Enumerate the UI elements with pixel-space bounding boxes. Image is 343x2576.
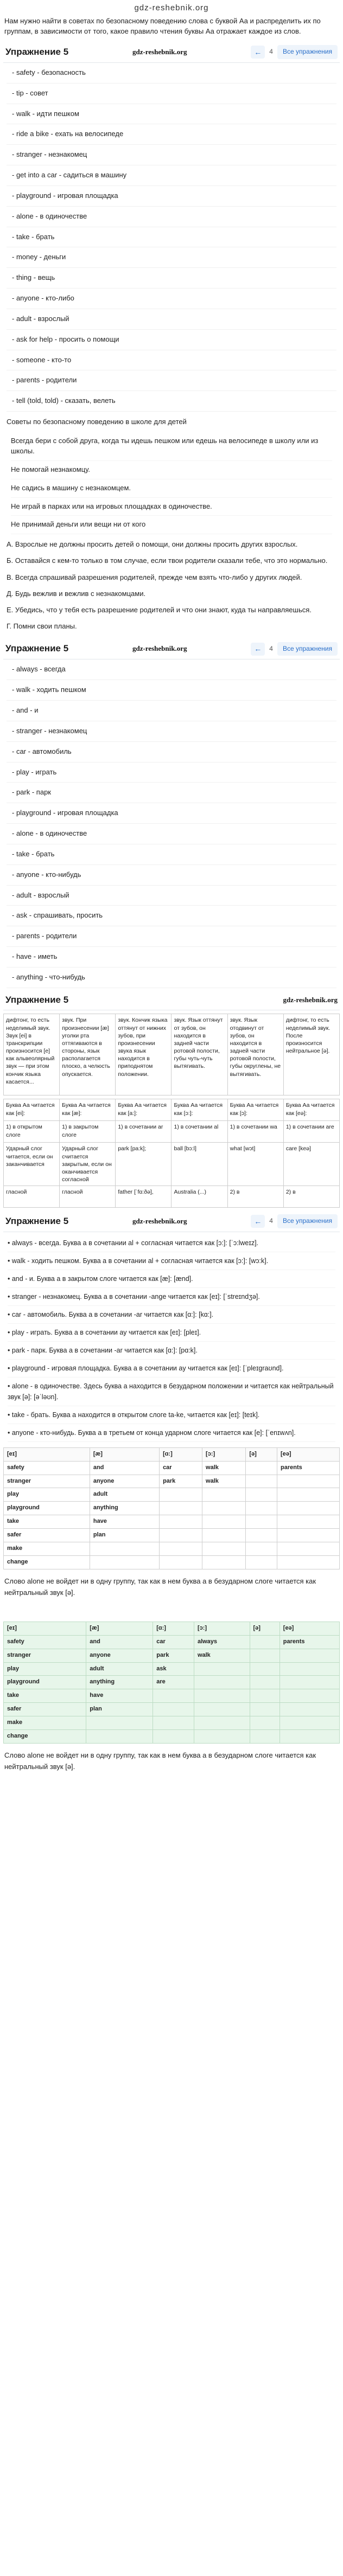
table-cell (277, 1529, 340, 1542)
grid-cell: звук. Язык отодвинут от зубов, он находится в задней части ротовой полости, губы округлены, не вытягивать. (228, 1014, 284, 1095)
list-item: Не играй в парках или на игровых площадках в одиночестве. (11, 498, 332, 516)
table-cell (280, 1662, 339, 1676)
spacer (3, 1602, 340, 1618)
exercise-nav (251, 1214, 338, 1228)
table-cell (160, 1515, 202, 1529)
list-item: - alone - в одиночестве (7, 207, 336, 227)
table-cell (250, 1662, 280, 1676)
table-row (4, 1716, 340, 1730)
tip-paragraph: А. Взрослые не должны просить детей о помощи, они должны просить других взрослых. (7, 540, 298, 549)
table-row (4, 1649, 340, 1662)
table-cell: safer (4, 1703, 86, 1716)
table-cell: are (153, 1676, 194, 1689)
back-arrow-icon[interactable]: ← (251, 46, 265, 59)
table-header: [eɪ] (4, 1447, 90, 1461)
grid-cell: Буква Аа читается как [ei]: (4, 1099, 60, 1121)
tip-paragraph: Е. Убедись, что у тебя есть разрешение родителей и что они знают, куда ты направляешься. (7, 605, 312, 614)
list-item: - walk - ходить пешком (7, 680, 336, 701)
grid-cell: 2) в (284, 1186, 340, 1208)
exercise-title: Упражнение 5 (5, 46, 69, 57)
list-item: - tip - совет (7, 84, 336, 104)
table-cell: stranger (4, 1475, 90, 1488)
table-cell (194, 1676, 250, 1689)
table-cell (194, 1716, 250, 1730)
table-cell (280, 1716, 339, 1730)
list-item: - alone - в одиночестве (7, 824, 336, 844)
list-item: - have - иметь (7, 947, 336, 967)
table-cell: walk (194, 1649, 250, 1662)
table-cell: safety (4, 1635, 86, 1649)
table-cell (194, 1703, 250, 1716)
table-cell (194, 1730, 250, 1744)
back-arrow-icon[interactable]: ← (251, 643, 265, 656)
table-cell: anyone (86, 1649, 153, 1662)
table-cell: adult (86, 1662, 153, 1676)
table-row (4, 1529, 340, 1542)
list-item: - playground - игровая площадка (7, 186, 336, 207)
table-cell (277, 1515, 340, 1529)
watermark: gdz-reshebnik.org (132, 1216, 187, 1225)
table-cell (280, 1730, 339, 1744)
table-cell: playground (4, 1502, 90, 1515)
grid-cell: father [ˈfɑ:ðə], (116, 1186, 172, 1208)
table-cell: walk (202, 1461, 246, 1475)
table-cell (277, 1488, 340, 1502)
grid-cell: звук. Кончик языка оттянут от нижних зубов, при произнесении звука язык находится в приподнятом положении. (116, 1014, 172, 1095)
table-cell: playground (4, 1676, 86, 1689)
table-cell: car (160, 1461, 202, 1475)
list-item: • park - парк. Буква a в сочетании -ar читается как [ɑ:]: [pɑ:k]. (8, 1342, 335, 1360)
tips-section (3, 412, 340, 637)
table-cell: play (4, 1662, 86, 1676)
list-item: - stranger - незнакомец (7, 721, 336, 742)
list-item: • walk - ходить пешком. Буква a в сочетании al + согласная читается как [ɔ:]: [wɔ:k]. (8, 1252, 335, 1270)
grid-cell: 1) в сочетании are (284, 1121, 340, 1143)
table-cell: parents (280, 1635, 339, 1649)
tip-paragraph: Г. Помни свои планы. (7, 621, 77, 630)
table-cell: park (160, 1475, 202, 1488)
table-cell: have (86, 1689, 153, 1703)
grid-cell: 1) в сочетании ar (116, 1121, 172, 1143)
back-arrow-icon[interactable]: ← (251, 1215, 265, 1228)
table-cell (246, 1488, 277, 1502)
table-header: [ə] (250, 1622, 280, 1635)
table-cell: make (4, 1542, 90, 1556)
table-cell (202, 1542, 246, 1556)
table-cell (153, 1689, 194, 1703)
table-header: [ɑ:] (153, 1622, 194, 1635)
table-cell (86, 1730, 153, 1744)
list-item: - take - брать (7, 844, 336, 865)
table-row (4, 1475, 340, 1488)
table-header-row (4, 1447, 340, 1461)
table-cell (246, 1556, 277, 1569)
table-cell: change (4, 1556, 90, 1569)
exercise-number: 4 (269, 1217, 273, 1225)
table-cell (202, 1515, 246, 1529)
grid-cell: care [keə] (284, 1143, 340, 1186)
table-row (4, 1461, 340, 1475)
table-row (4, 1662, 340, 1676)
tips-list (5, 430, 338, 536)
table-cell: anyone (90, 1475, 159, 1488)
list-item: - park - парк (7, 783, 336, 803)
table-cell (153, 1703, 194, 1716)
exercise-number: 4 (269, 48, 273, 56)
list-item: - thing - вещь (7, 268, 336, 289)
tip-paragraph: В. Всегда спрашивай разрешения родителей, прежде чем взять что-либо у других людей. (7, 573, 302, 581)
tip-paragraph: Д. Будь вежлив и вежлив с незнакомцами. (7, 589, 146, 598)
grid-cell: 1) в открытом слоге (4, 1121, 60, 1143)
list-item: - ask for help - просить о помощи (7, 330, 336, 350)
list-item: - tell (told, told) - сказать, велеть (7, 391, 336, 412)
table-cell: plan (86, 1703, 153, 1716)
grid-cell: гласной (4, 1186, 60, 1208)
grid-cell: 2) в (228, 1186, 284, 1208)
table-cell (246, 1542, 277, 1556)
grid-cell: 1) в закрытом слоге (60, 1121, 116, 1143)
table-cell (246, 1461, 277, 1475)
table-cell: have (90, 1515, 159, 1529)
grid-cell: дифтонг, то есть неделимый звук. После произносится нейтральное [ə]. (284, 1014, 340, 1095)
table-cell: take (4, 1689, 86, 1703)
table-header: [ə] (246, 1447, 277, 1461)
list-item: - adult - взрослый (7, 309, 336, 330)
table-header: [æ] (86, 1622, 153, 1635)
table-cell (280, 1689, 339, 1703)
table-cell: plan (90, 1529, 159, 1542)
table-row (4, 1515, 340, 1529)
table-header: [ɔ:] (194, 1622, 250, 1635)
grid-cell: park [pa:k]; (116, 1143, 172, 1186)
exercise-header-1 (3, 42, 340, 62)
table-body (4, 1635, 340, 1744)
table-cell (160, 1488, 202, 1502)
grid-cell: Буква Аа читается как [ɔ:]: (172, 1099, 227, 1121)
table-cell: stranger (4, 1649, 86, 1662)
table-cell (250, 1716, 280, 1730)
list-item: - always - всегда (7, 659, 336, 680)
list-item: - money - деньги (7, 247, 336, 268)
grid-cell: звук. При произнесении [æ] уголки рта оттягиваются в стороны, язык располагается плоско, а челюсть опускается. (60, 1014, 116, 1095)
detail-list (3, 1232, 340, 1444)
all-exercises-button[interactable]: Все упражнения (277, 45, 338, 59)
table-cell (194, 1662, 250, 1676)
grid-cell: Ударный слог читается, если он заканчивается (4, 1143, 60, 1186)
list-item: Не принимай деньги или вещи ни от кого (11, 516, 332, 534)
table-cell: and (86, 1635, 153, 1649)
grid-cell: Australia (...) (172, 1186, 227, 1208)
list-item: Не садись в машину с незнакомцем. (11, 479, 332, 498)
table-cell (280, 1676, 339, 1689)
grid-cell: Буква Аа читается как [æ]: (60, 1099, 116, 1121)
watermark: gdz-reshebnik.org (283, 995, 338, 1004)
list-item: • play - играть. Буква a в сочетании ay читается как [eɪ]: [pleɪ]. (8, 1324, 335, 1342)
grid-cell: what [wɔt] (228, 1143, 284, 1186)
note: Слово alone не войдет ни в одну группу, так как в нем буква а в безударном слоге читается как нейтральный звук [ə]. (4, 1751, 316, 1771)
grid-cell: 1) в сочетании wa (228, 1121, 284, 1143)
intro-text: Нам нужно найти в советах по безопасному поведению слова с буквой Аа и распределить их по группам, в зависимости от того, какое правило чтения буквы Аа отражает каждое из слов. (4, 16, 321, 35)
vocab-list-1 (3, 63, 340, 412)
table-header: [eɪ] (4, 1622, 86, 1635)
table-cell: walk (202, 1475, 246, 1488)
list-item: Не помогай незнакомцу. (11, 461, 332, 479)
table-cell (250, 1635, 280, 1649)
table-cell: park (153, 1649, 194, 1662)
exercise-header-4 (3, 1211, 340, 1232)
sound-table-b (3, 1622, 340, 1744)
table-cell (246, 1529, 277, 1542)
all-exercises-button[interactable]: Все упражнения (277, 1214, 338, 1228)
exercise-header-3 (3, 990, 340, 1011)
table-cell (250, 1730, 280, 1744)
table-cell: ask (153, 1662, 194, 1676)
exercise-nav (251, 45, 338, 59)
list-item: • take - брать. Буква a находится в открытом слоге ta-ke, читается как [eɪ]: [teɪk]. (8, 1406, 335, 1424)
list-item: • stranger - незнакомец. Буква a в сочетании -ange читается как [eɪ]: [ˈstreɪndʒə]. (8, 1288, 335, 1306)
table-cell (250, 1703, 280, 1716)
list-item: - safety - безопасность (7, 63, 336, 84)
tips-heading: Советы по безопасному поведению в школе для детей (7, 418, 187, 426)
table-cell (202, 1502, 246, 1515)
grid-cell: Буква Аа читается как [eə]: (284, 1099, 340, 1121)
table-row (4, 1730, 340, 1744)
list-item: Всегда бери с собой друга, когда ты идешь пешком или едешь на велосипеде в школу или из школы. (11, 432, 332, 461)
table-cell: safer (4, 1529, 90, 1542)
table-row (4, 1676, 340, 1689)
table-row (4, 1635, 340, 1649)
table-cell (277, 1502, 340, 1515)
vocab-list-2 (3, 659, 340, 988)
list-item: • and - и. Буква a в закрытом слоге читается как [æ]: [ænd]. (8, 1270, 335, 1288)
grid-cell: гласной (60, 1186, 116, 1208)
table-header: [ɑ:] (160, 1447, 202, 1461)
list-item: - playground - игровая площадка (7, 803, 336, 824)
grid-cell: 1) в сочетании al (172, 1121, 227, 1143)
list-item: - and - и (7, 701, 336, 721)
list-item: - play - играть (7, 762, 336, 783)
list-item: - parents - родители (7, 370, 336, 391)
list-item: - adult - взрослый (7, 886, 336, 906)
phonetics-grid (3, 1014, 340, 1095)
table-cell: always (194, 1635, 250, 1649)
watermark: gdz-reshebnik.org (132, 644, 187, 653)
table-cell (280, 1649, 339, 1662)
list-item: - walk - идти пешком (7, 104, 336, 125)
grid-cell: Ударный слог считается закрытым, если он оканчивается согласной (60, 1143, 116, 1186)
watermark: gdz-reshebnik.org (132, 47, 187, 56)
table-cell (246, 1515, 277, 1529)
table-row (4, 1556, 340, 1569)
table-cell: change (4, 1730, 86, 1744)
grid-cell: ball [bɔ:l] (172, 1143, 227, 1186)
tip-paragraph: Б. Оставайся с кем-то только в том случае, если твои родители сказали тебе, что это нормально. (7, 556, 328, 565)
list-item: - stranger - незнакомец (7, 145, 336, 165)
table-body (4, 1461, 340, 1569)
table-cell (160, 1529, 202, 1542)
table-cell (202, 1488, 246, 1502)
list-item: • always - всегда. Буква a в сочетании al + согласная читается как [ɔ:]: [ˈɔ:lweɪz]. (8, 1234, 335, 1252)
exercise-title: Упражнение 5 (5, 643, 69, 654)
exercise-title: Упражнение 5 (5, 1215, 69, 1226)
table-cell (250, 1676, 280, 1689)
grid-cell: Буква Аа читается как [ɔ]: (228, 1099, 284, 1121)
list-item: - parents - родители (7, 926, 336, 947)
table-cell: anything (90, 1502, 159, 1515)
exercise-number: 4 (269, 644, 273, 652)
exercise-title: Упражнение 5 (5, 994, 69, 1005)
table-cell: and (90, 1461, 159, 1475)
table-cell (90, 1542, 159, 1556)
table-row (4, 1502, 340, 1515)
list-item: - ride a bike - ехать на велосипеде (7, 124, 336, 145)
table-header: [ɔ:] (202, 1447, 246, 1461)
site-banner[interactable]: gdz-reshebnik.org (134, 3, 209, 12)
table-cell (90, 1556, 159, 1569)
list-item: - car - автомобиль (7, 742, 336, 762)
note: Слово alone не войдет ни в одну группу, так как в нем буква а в безударном слоге читается как нейтральный звук [ə]. (4, 1577, 316, 1597)
table-cell: car (153, 1635, 194, 1649)
table-cell (194, 1689, 250, 1703)
rules-grid (3, 1099, 340, 1208)
table-row (4, 1488, 340, 1502)
table-row (4, 1689, 340, 1703)
table-cell (250, 1689, 280, 1703)
table-header-row (4, 1622, 340, 1635)
list-item: - anything - что-нибудь (7, 967, 336, 988)
table-cell (202, 1529, 246, 1542)
all-exercises-button[interactable]: Все упражнения (277, 642, 338, 656)
table-cell (250, 1649, 280, 1662)
table-cell (277, 1542, 340, 1556)
list-item: - ask - спрашивать, просить (7, 906, 336, 926)
table-cell: safety (4, 1461, 90, 1475)
table-cell (86, 1716, 153, 1730)
table-header: [eə] (277, 1447, 340, 1461)
table-row (4, 1542, 340, 1556)
exercise-nav (251, 642, 338, 656)
table-cell (153, 1730, 194, 1744)
table-cell: anything (86, 1676, 153, 1689)
table-header: [eə] (280, 1622, 339, 1635)
table-cell (280, 1703, 339, 1716)
table-cell (277, 1475, 340, 1488)
table-cell (160, 1542, 202, 1556)
grid-cell: дифтонг, то есть неделимый звук. Звук [ei] в транскрипции произносится [e] как альвеолярный звук — при этом кончик языка касается... (4, 1014, 60, 1095)
sound-table-a (3, 1447, 340, 1569)
list-item: - anyone - кто-нибудь (7, 865, 336, 886)
table-cell (246, 1475, 277, 1488)
table-cell: take (4, 1515, 90, 1529)
table-cell: parents (277, 1461, 340, 1475)
list-item: - get into a car - садиться в машину (7, 165, 336, 186)
list-item: - take - брать (7, 227, 336, 248)
list-item: • alone - в одиночестве. Здесь буква a находится в безударном положении и читается как нейтральный звук [ə]: [əˈləʊn]. (8, 1377, 335, 1406)
list-item: • anyone - кто-нибудь. Буква a в третьем от конца ударном слоге читается как [e]: [ˈenɪwʌn]. (8, 1424, 335, 1442)
list-item: • car - автомобиль. Буква a в сочетании -ar читается как [ɑ:]: [kɑ:]. (8, 1306, 335, 1324)
list-item: - someone - кто-то (7, 350, 336, 371)
table-cell (160, 1502, 202, 1515)
grid-cell: Буква Аа читается как [a:]: (116, 1099, 172, 1121)
table-header: [æ] (90, 1447, 159, 1461)
table-cell (246, 1502, 277, 1515)
table-cell (153, 1716, 194, 1730)
list-item: • playground - игровая площадка. Буква a в сочетании ay читается как [eɪ]: [ˈpleɪgraʊnd]. (8, 1360, 335, 1377)
exercise-header-2 (3, 639, 340, 659)
grid-cell: звук. Язык оттянут от зубов, он находится в задней части ротовой полости, губы чуть-чуть вытягивать. (172, 1014, 227, 1095)
list-item: - anyone - кто-либо (7, 289, 336, 309)
table-row (4, 1703, 340, 1716)
table-cell (277, 1556, 340, 1569)
table-cell: make (4, 1716, 86, 1730)
table-cell (202, 1556, 246, 1569)
table-cell: play (4, 1488, 90, 1502)
table-cell (160, 1556, 202, 1569)
table-cell: adult (90, 1488, 159, 1502)
